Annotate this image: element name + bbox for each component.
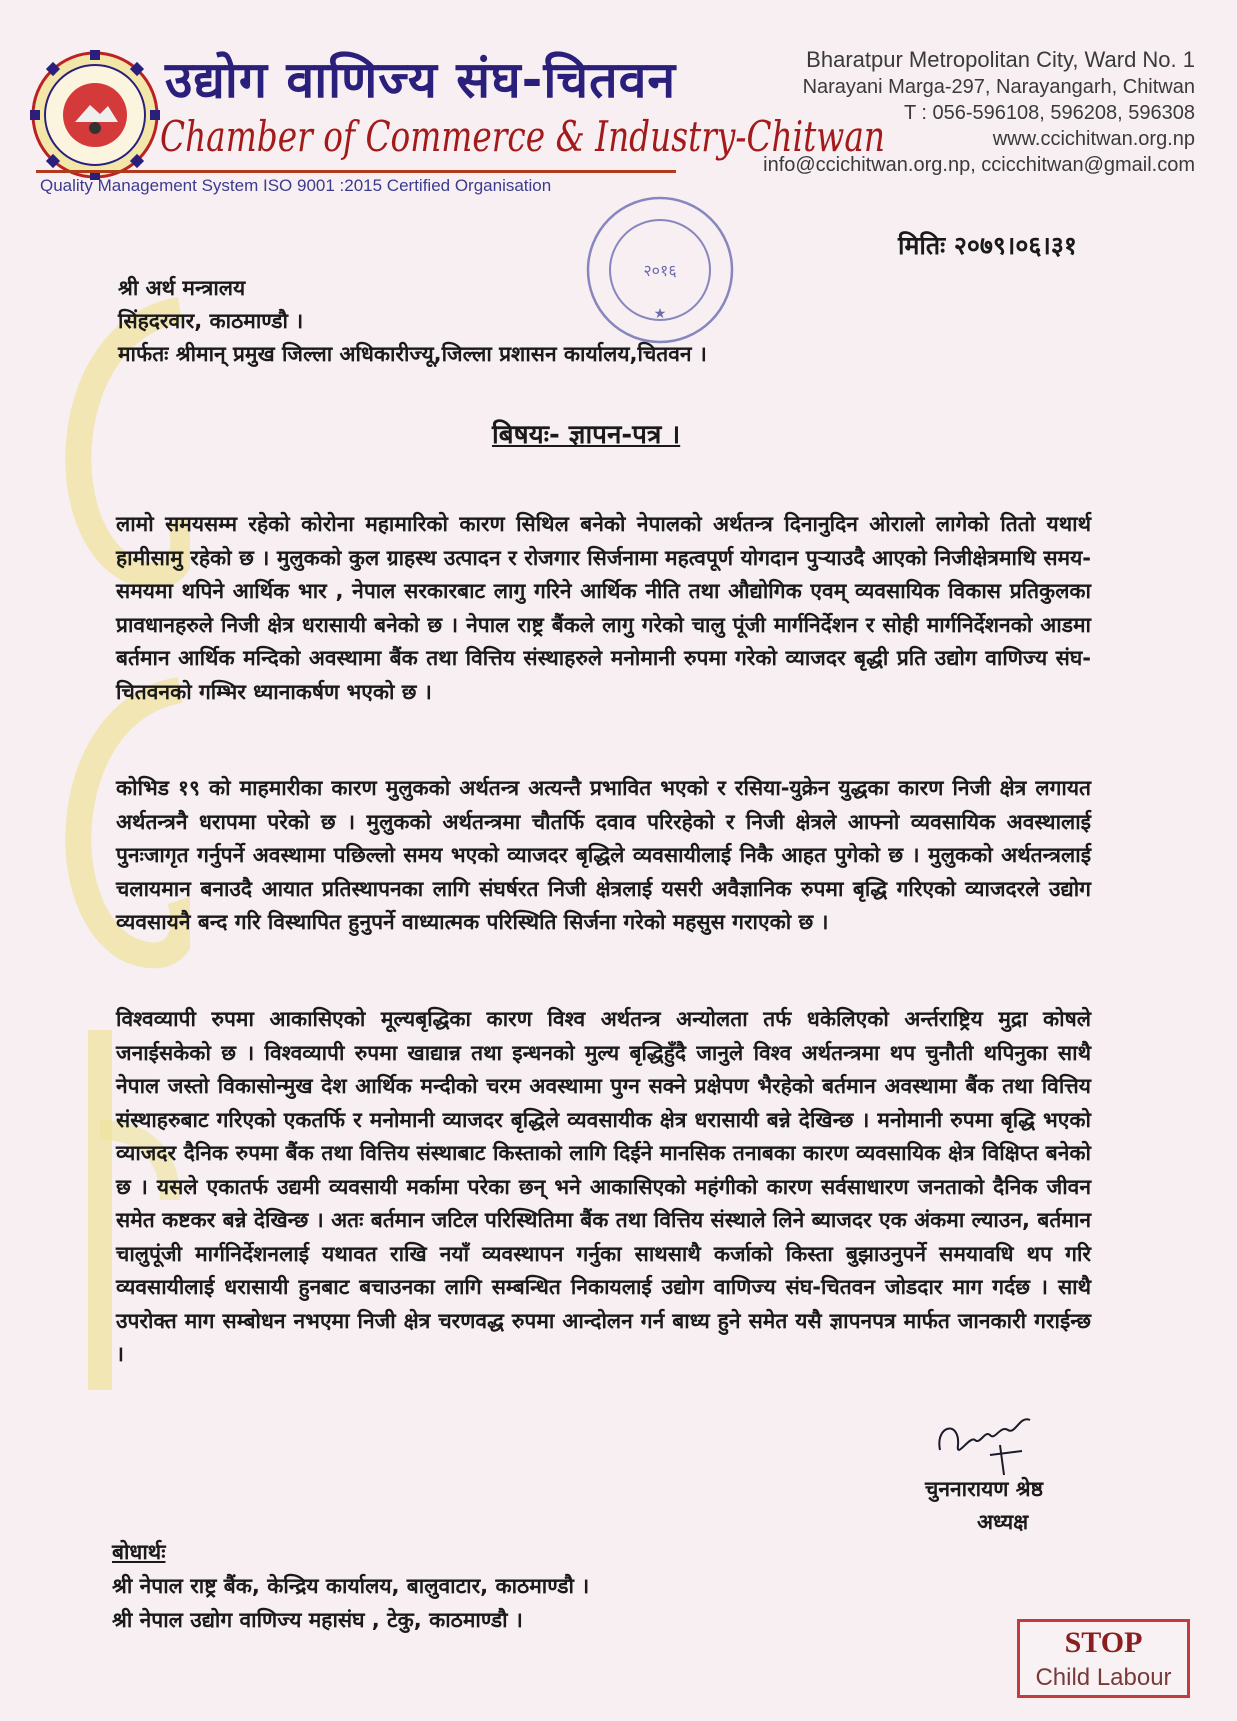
handwritten-signature — [930, 1405, 1040, 1480]
contact-phone: T : 056-596108, 596208, 596308 — [904, 102, 1195, 124]
contact-email: info@ccichitwan.org.np, ccicchitwan@gmail.com — [763, 154, 1195, 176]
svg-text:★: ★ — [653, 306, 667, 322]
contact-website: www.ccichitwan.org.np — [992, 128, 1195, 150]
copy-to-item: श्री नेपाल उद्योग वाणिज्य महासंघ , टेकु, काठमाण्डौ । — [112, 1608, 523, 1632]
stop-stamp-line-1: STOP — [1064, 1626, 1143, 1659]
contact-street: Narayani Marga-297, Narayangarh, Chitwan — [802, 76, 1195, 98]
letter-date: मितिः २०७९।०६।३१ — [898, 231, 1077, 260]
contact-address: Bharatpur Metropolitan City, Ward No. 1 — [806, 47, 1195, 72]
header-divider — [36, 170, 676, 173]
iso-certification-line: Quality Management System ISO 9001 :2015 Certified Organisation — [40, 176, 552, 195]
contact-block — [763, 46, 1195, 178]
signatory-title: अध्यक्ष — [977, 1510, 1029, 1534]
letter-subject: बिषयः- ज्ञापन-पत्र । — [492, 420, 681, 450]
stop-stamp-line-2: Child Labour — [1035, 1664, 1172, 1691]
org-name-english: Chamber of Commerce & Industry-Chitwan — [160, 112, 885, 161]
signatory-name: चुननारायण श्रेष्ठ — [925, 1477, 1044, 1501]
copy-to-block — [112, 1535, 589, 1637]
stamp-year: २०१६ — [643, 261, 677, 280]
body-paragraph-3: विश्वव्यापी रुपमा आकासिएको मूल्यबृद्धिका कारण विश्व अर्थतन्त्र अन्योलता तर्फ धकेलिएको अर्न्तराष्ट्रिय मुद्रा कोषले जनाईसकेको छ । विश्वव्यापी रुपमा खाद्यान्न तथा इन्धनको मुल्य बृद्धिहुँदै जानुले विश्व अर्थतन्त्रमा थप चुनौती थपिनुका साथै नेपाल जस्तो विकासोन्मुख देश आर्थिक मन्दीको चरम अवस्थामा पुग्न सक्ने प्रक्षेपण भैरहेको बर्तमान अवस्थामा बैंक तथा वित्तिय संस्थाहरुबाट गरिएको एकतर्फि र मनोमानी व्याजदर बृद्धिले व्यवसायीक क्षेत्र धरासायी बन्ने देखिन्छ । मनोमानी रुपमा बृद्धि भएको व्याजदर दैनिक रुपमा बैंक तथा वित्तिय संस्थाबाट किस्ताको लागि दिईने मानसिक तनाबका कारण व्यवसायिक क्षेत्र विक्षिप्त बनेको छ । यसले एकातर्फ उद्यमी व्यवसायी मर्कामा परेका छन् भने आकासिएको महंगीको कारण सर्वसाधारण जनताको दैनिक जीवन समेत कष्टकर बन्ने देखिन्छ । अतः बर्तमान जटिल परिस्थितिमा बैंक तथा वित्तिय संस्थाले लिने ब्याजदर एक अंकमा ल्याउन, बर्तमान चालुपूंजी मार्गनिर्देशनलाई यथावत राखि नयाँ व्यवस्थापन गर्नुका साथसाथै कर्जाको किस्ता बुझाउनुपर्ने समयावधि थप गरि व्यवसायीलाई धरासायी हुनबाट बचाउनका लागि सम्बन्धित निकायलाई उद्योग वाणिज्य संघ-चितवन जोडदार माग गर्दछ । साथै उपरोक्त माग सम्बोधन नभएमा निजी क्षेत्र चरणवद्ध रुपमा आन्दोलन गर्न बाध्य हुने समेत यसै ज्ञापनपत्र मार्फत जानकारी गराईन्छ । — [116, 1007, 1091, 1366]
chamber-logo — [30, 50, 160, 180]
stop-child-labour-stamp — [1017, 1619, 1190, 1698]
org-name-nepali: उद्योग वाणिज्य संघ-चितवन — [165, 51, 677, 109]
copy-to-heading: बोधार्थः — [112, 1540, 166, 1564]
recipient-line-3: मार्फतः श्रीमान् प्रमुख जिल्ला अधिकारीज्यू,जिल्ला प्रशासन कार्यालय,चितवन । — [118, 342, 707, 366]
recipient-block — [118, 272, 707, 371]
recipient-line-1: श्री अर्थ मन्त्रालय — [118, 276, 246, 300]
body-paragraph-1: लामो समयसम्म रहेको कोरोना महामारिको कारण सिथिल बनेको नेपालको अर्थतन्त्र दिनानुदिन ओरालो लागेको तितो यथार्थ हामीसामु रहेको छ । मुलुकको कुल ग्राहस्थ उत्पादन र रोजगार सिर्जनामा महत्वपूर्ण योगदान पुऱ्याउदै आएको निजीक्षेत्रमाथि समय-समयमा थपिने आर्थिक भार , नेपाल सरकारबाट लागु गरिने आर्थिक नीति तथा औद्योगिक एवम् व्यवसायिक विकास प्रतिकुलका प्रावधानहरुले निजी क्षेत्र धरासायी बनेको छ । नेपाल राष्ट्र बैंकले लागु गरेको चालु पूंजी मार्गनिर्देशन र सोही मार्गनिर्देशनको आडमा बर्तमान आर्थिक मन्दिको अवस्थामा बैंक तथा वित्तिय संस्थाहरुले मनोमानी रुपमा गरेको व्याजदर बृद्धी प्रति उद्योग वाणिज्य संघ- चितवनको गम्भिर ध्यानाकर्षण भएको छ । — [116, 512, 1091, 704]
body-paragraph-2: कोभिड १९ को माहमारीका कारण मुलुकको अर्थतन्त्र अत्यन्तै प्रभावित भएको र रसिया-युक्रेन युद्धका कारण निजी क्षेत्र लगायत अर्थतन्त्रनै धरापमा परेको छ । मुलुकको अर्थतन्त्रमा चौतर्फि दवाव परिरहेको र निजी क्षेत्रले आफ्नो व्यवसायिक अवस्थालाई पुनःजागृत गर्नुपर्ने अवस्थामा पछिल्लो समय भएको व्याजदर बृद्धिले व्यवसायीलाई निकै आहत पुगेको छ । मुलुकको अर्थतन्त्रलाई चलायमान बनाउदै आयात प्रतिस्थापनका लागि संघर्षरत निजी क्षेत्रलाई यसरी अवैज्ञानिक रुपमा बृद्धि गरिएको व्याजदरले उद्योग व्यवसायनै बन्द गरि विस्थापित हुनुपर्ने वाध्यात्मक परिस्थिति सिर्जना गरेको महसुस गराएको छ । — [116, 776, 1091, 934]
copy-to-item: श्री नेपाल राष्ट्र बैंक, केन्द्रिय कार्यालय, बालुवाटार, काठमाण्डौ । — [112, 1574, 590, 1598]
recipient-line-2: सिंहदरवार, काठमाण्डौ । — [118, 309, 304, 333]
